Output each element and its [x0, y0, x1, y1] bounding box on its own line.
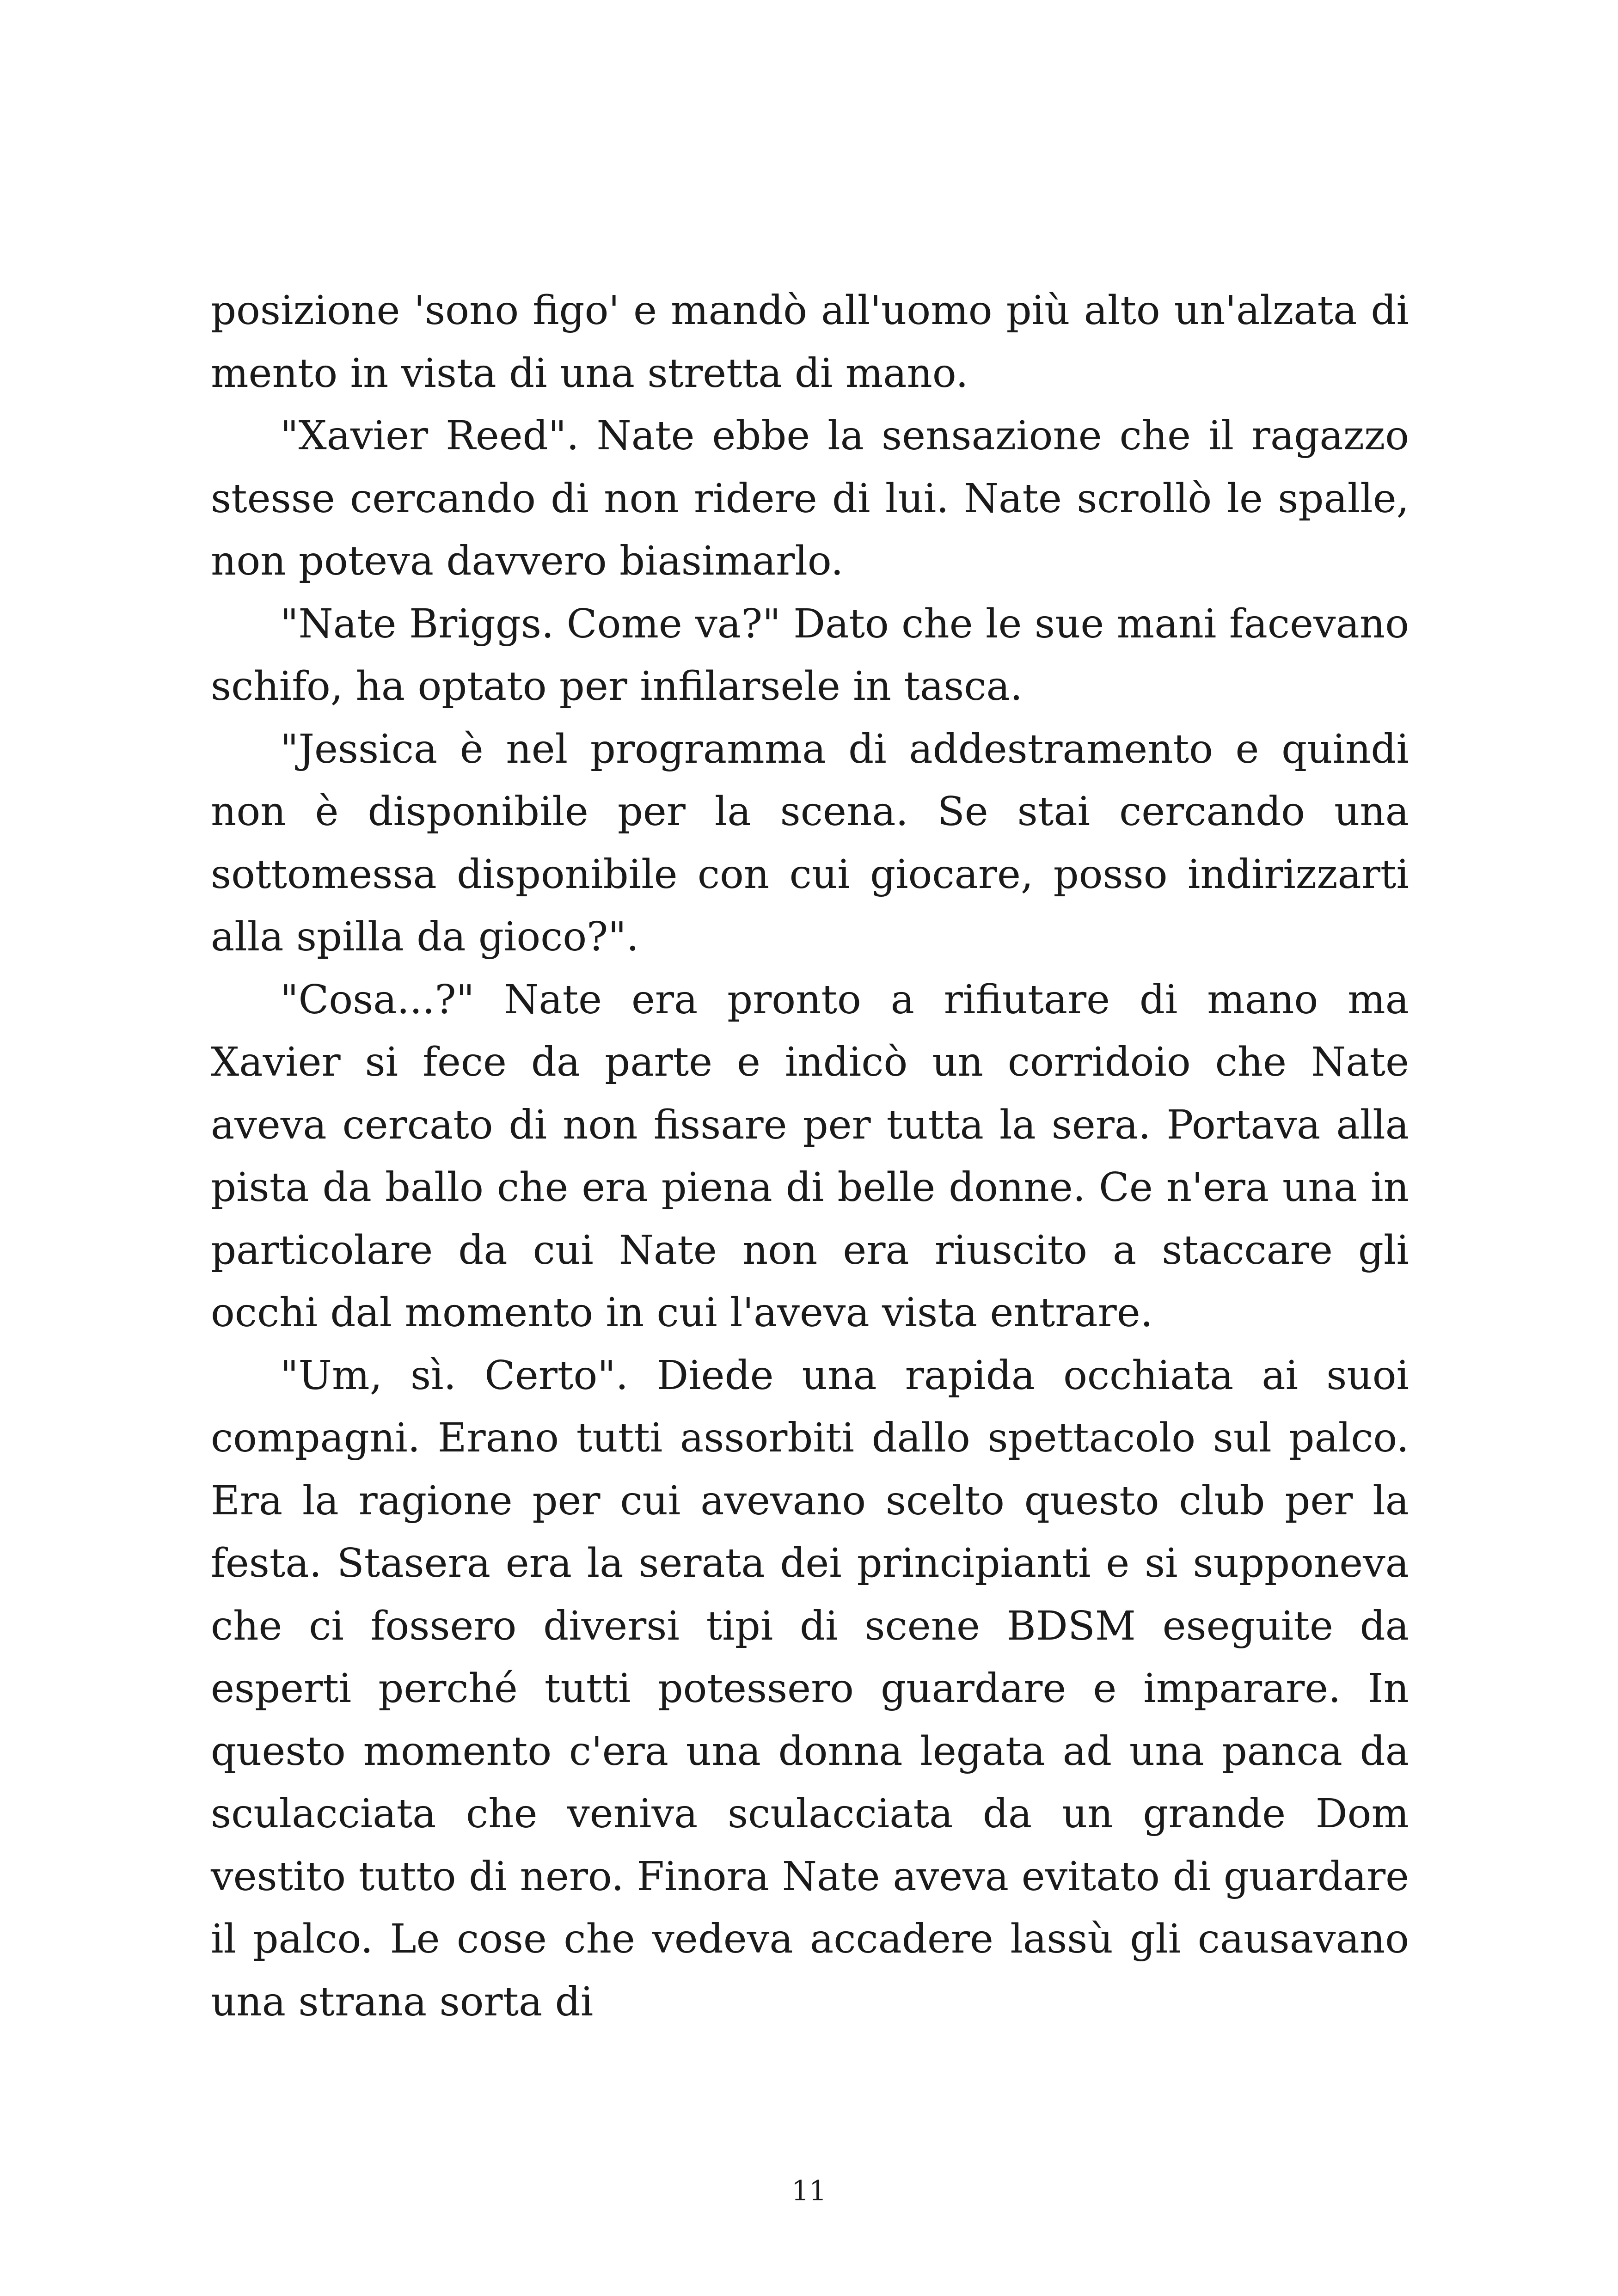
- paragraph-xavier-reed: "Xavier Reed". Nate ebbe la sensazione che il ragazzo stesse cercando di non ridere di lui. Nate scrollò le spalle, non poteva davvero biasimarlo.: [211, 413, 1409, 584]
- page-number: 11: [791, 2175, 827, 2207]
- paragraph-nate-briggs: "Nate Briggs. Come va?" Dato che le sue mani facevano schifo, ha optato per infilarsele in tasca.: [211, 600, 1409, 710]
- body-text: [211, 280, 1409, 2033]
- paragraph-um-si-certo: "Um, sì. Certo". Diede una rapida occhiata ai suoi compagni. Erano tutti assorbiti dallo spettacolo sul palco. Era la ragione per cui avevano scelto questo club per la festa. Stasera era la serata dei principianti e si supponeva che ci fossero diversi tipi di scene BDSM eseguite da esperti perché tutti potessero guardare e imparare. In questo momento c'era una donna legata ad una panca da sculacciata che veniva sculacciata da un grande Dom vestito tutto di nero. Finora Nate aveva evitato di guardare il palco. Le cose che vedeva accadere lassù gli causavano una strana sorta di: [211, 1352, 1409, 2025]
- paragraph-continuation: posizione 'sono figo' e mandò all'uomo più alto un'alzata di mento in vista di una stretta di mano.: [211, 288, 1409, 397]
- paragraph-cosa: "Cosa...?" Nate era pronto a rifiutare di mano ma Xavier si fece da parte e indicò un corridoio che Nate aveva cercato di non fissare per tutta la sera. Portava alla pista da ballo che era piena di belle donne. Ce n'era una in particolare da cui Nate non era riuscito a staccare gli occhi dal momento in cui l'aveva vista entrare.: [211, 976, 1409, 1336]
- paragraph-jessica: "Jessica è nel programma di addestramento e quindi non è disponibile per la scena. Se stai cercando una sottomessa disponibile con cui giocare, posso indirizzarti alla spilla da gioco?".: [211, 726, 1409, 960]
